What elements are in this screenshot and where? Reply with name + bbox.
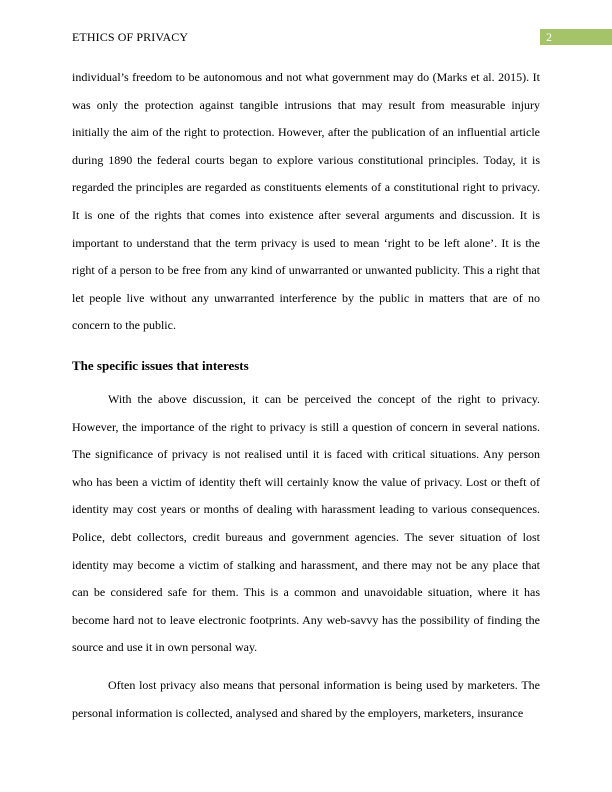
running-head: ETHICS OF PRIVACY (72, 30, 189, 44)
body-paragraph (72, 64, 540, 340)
paragraph-text: individual’s freedom to be autonomous and not what government may do (Marks et al. 2015). It was only the protection against tangible intrusions that may result from measurable injury initially the aim of the right to protection. However, after the publication of an influential article during 1890 the federal courts began to explore various constitutional principles. Today, it is regarded the principles are regarded as constituents elements of a constitutional right to privacy. It is one of the rights that comes into existence after several arguments and discussion. It is important to understand that the term privacy is used to mean ‘right to be left alone’. It is the right of a person to be free from any kind of unwarranted or unwanted publicity. This a right that let people live without any unwarranted interference by the public in matters that are of no concern to the public. (72, 70, 540, 333)
page-number-badge: 2 (540, 29, 612, 45)
paragraph-text: Often lost privacy also means that personal information is being used by marketers. The personal information is collected, analysed and shared by the employers, marketers, insurance (72, 678, 540, 720)
body-paragraph (72, 386, 540, 662)
body-paragraph (72, 672, 540, 727)
paragraph-text: With the above discussion, it can be perceived the concept of the right to privacy. However, the importance of the right to privacy is still a question of concern in several nations. The significance of privacy is not realised until it is faced with critical situations. Any person who has been a victim of identity theft will certainly know the value of privacy. Lost or theft of identity may cost years or months of dealing with harassment leading to various consequences. Police, debt collectors, credit bureaus and government agencies. The sever situation of lost identity may become a victim of stalking and harassment, and there may not be any place that can be considered safe for them. This is a common and unavoidable situation, where it has become hard not to leave electronic footprints. Any web-savvy has the possibility of finding the source and use it in own personal way. (72, 392, 540, 655)
section-heading: The specific issues that interests (72, 358, 249, 373)
